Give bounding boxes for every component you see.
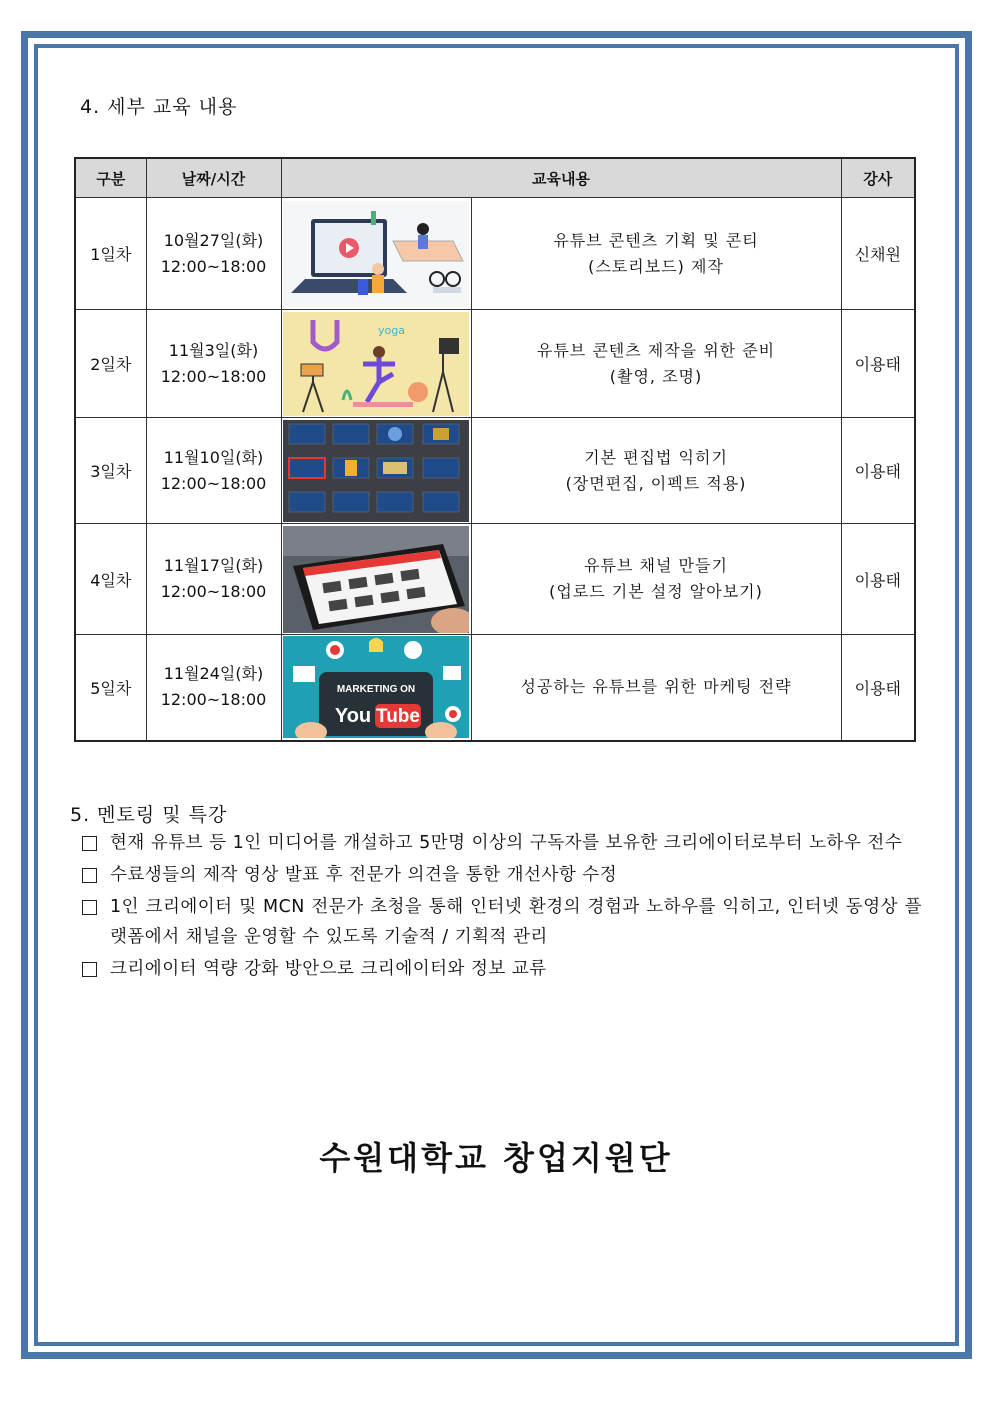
date-text: 11월24일(화) bbox=[163, 664, 264, 684]
time-text: 12:00~18:00 bbox=[160, 582, 267, 601]
table-header-row bbox=[75, 158, 915, 198]
table-row bbox=[75, 635, 915, 741]
instructor-cell: 이용태 bbox=[841, 418, 915, 524]
datetime-cell bbox=[146, 418, 281, 524]
content-cell bbox=[471, 198, 841, 310]
datetime-cell bbox=[146, 310, 281, 418]
youtube-tube-text: Tube bbox=[376, 706, 420, 728]
list-item bbox=[80, 828, 922, 858]
time-text: 12:00~18:00 bbox=[160, 366, 267, 386]
content-cell bbox=[471, 635, 841, 741]
content-line-1: 유튜브 채널 만들기 bbox=[584, 556, 728, 575]
list-item-text: 1인 크리에이터 및 MCN 전문가 초청을 통해 인터넷 환경의 경험과 노하우를 익히고, 인터넷 동영상 플랫폼에서 채널을 운영할 수 있도록 기술적 / 기획적 관리 bbox=[110, 897, 922, 947]
header-datetime: 날짜/시간 bbox=[146, 158, 281, 198]
section-4-title: 4. 세부 교육 내용 bbox=[80, 96, 238, 118]
section-5-title: 5. 멘토링 및 특강 bbox=[70, 804, 228, 826]
organization-title: 수원대학교 창업지원단 bbox=[319, 1139, 673, 1177]
content-line-2: (촬영, 조명) bbox=[609, 366, 703, 386]
yoga-filming-illustration bbox=[283, 312, 469, 416]
yoga-text: yoga bbox=[378, 323, 405, 337]
content-line-2: (장면편집, 이펙트 적용) bbox=[565, 473, 747, 493]
list-item-text: 크리에이터 역량 강화 방안으로 크리에이터와 정보 교류 bbox=[110, 959, 547, 979]
time-text: 12:00~18:00 bbox=[160, 473, 267, 493]
instructor-cell: 이용태 bbox=[841, 524, 915, 635]
marketing-on-youtube-illustration bbox=[283, 636, 469, 738]
content-line-2: (스토리보드) 제작 bbox=[588, 256, 724, 276]
checkbox-square-icon bbox=[82, 868, 97, 883]
content-line-1: 유튜브 콘텐츠 기획 및 콘티 bbox=[553, 230, 759, 250]
image-cell bbox=[281, 198, 471, 310]
checkbox-square-icon bbox=[82, 962, 97, 977]
date-text: 10월27일(화) bbox=[163, 230, 264, 250]
mentoring-list bbox=[80, 828, 922, 986]
planning-illustration bbox=[283, 201, 469, 307]
content-cell bbox=[471, 418, 841, 524]
content-line-2: (업로드 기본 설정 알아보기) bbox=[549, 582, 763, 601]
day-cell: 4일차 bbox=[75, 524, 146, 635]
datetime-cell bbox=[146, 198, 281, 310]
instructor-cell: 이용태 bbox=[841, 635, 915, 741]
content-line-1: 기본 편집법 익히기 bbox=[584, 447, 728, 467]
image-cell bbox=[281, 524, 471, 635]
table-row bbox=[75, 524, 915, 635]
image-cell bbox=[281, 418, 471, 524]
content-cell bbox=[471, 524, 841, 635]
day-cell: 1일차 bbox=[75, 198, 146, 310]
tablet-youtube-photo bbox=[283, 526, 469, 633]
image-cell bbox=[281, 310, 471, 418]
checkbox-square-icon bbox=[82, 836, 97, 851]
list-item bbox=[80, 860, 922, 890]
video-effects-grid-screenshot bbox=[283, 420, 469, 522]
content-line-1: 유튜브 콘텐츠 제작을 위한 준비 bbox=[536, 340, 776, 360]
marketing-on-text: MARKETING ON bbox=[336, 684, 416, 696]
day-cell: 2일차 bbox=[75, 310, 146, 418]
header-content: 교육내용 bbox=[281, 158, 841, 198]
header-category: 구분 bbox=[75, 158, 146, 198]
day-cell: 5일차 bbox=[75, 635, 146, 741]
list-item bbox=[80, 892, 922, 952]
checkbox-square-icon bbox=[82, 900, 97, 915]
datetime-cell bbox=[146, 635, 281, 741]
time-text: 12:00~18:00 bbox=[160, 690, 267, 710]
content-cell bbox=[471, 310, 841, 418]
education-schedule-table bbox=[74, 157, 916, 742]
table-row bbox=[75, 198, 915, 310]
list-item bbox=[80, 954, 922, 984]
date-text: 11월3일(화) bbox=[168, 340, 259, 360]
list-item-text: 수료생들의 제작 영상 발표 후 전문가 의견을 통한 개선사항 수정 bbox=[110, 865, 618, 885]
time-text: 12:00~18:00 bbox=[160, 256, 267, 276]
youtube-you-text: You bbox=[334, 705, 372, 728]
header-instructor: 강사 bbox=[841, 158, 915, 198]
content-line-1: 성공하는 유튜브를 위한 마케팅 전략 bbox=[520, 677, 792, 697]
list-item-text: 현재 유튜브 등 1인 미디어를 개설하고 5만명 이상의 구독자를 보유한 크리에이터로부터 노하우 전수 bbox=[110, 833, 903, 853]
date-text: 11월17일(화) bbox=[163, 556, 264, 575]
table-row bbox=[75, 418, 915, 524]
instructor-cell: 이용태 bbox=[841, 310, 915, 418]
date-text: 11월10일(화) bbox=[163, 447, 264, 467]
image-cell bbox=[281, 635, 471, 741]
table-row bbox=[75, 310, 915, 418]
instructor-cell: 신채원 bbox=[841, 198, 915, 310]
day-cell: 3일차 bbox=[75, 418, 146, 524]
datetime-cell bbox=[146, 524, 281, 635]
